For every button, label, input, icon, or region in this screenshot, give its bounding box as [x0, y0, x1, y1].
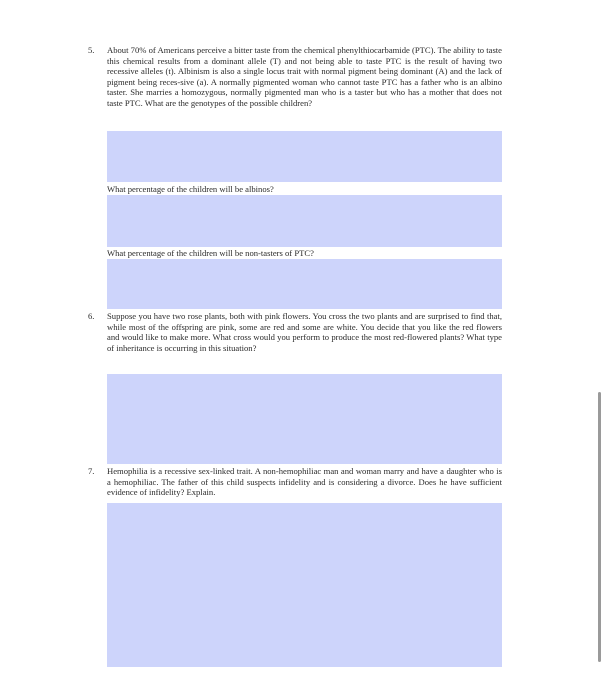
question-5-text: About 70% of Americans perceive a bitter taste from the chemical phenylthiocarbamide (PTC). The ability to taste this chemical results from a dominant allele (T) and not being able to taste PTC is the result of having two recessive alleles (t). Albinism is also a single locus trait with normal pigment being dominant (A) and the lack of pigment being reces-sive (a). A normally pigmented woman who cannot taste PTC has a father who is an albino taster. She marries a homozygous, normally pigmented man who is a taster but who has a mother that does not taste PTC. What are the genotypes of the possible children?	[107, 45, 502, 108]
question-6-text: Suppose you have two rose plants, both with pink flowers. You cross the two plants and are surprised to find that, while most of the offspring are pink, some are red and some are white. You decide that you like the red flowers and would like to make more. What cross would you perform to produce the most red-flowered plants? What type of inheritance is occurring in this situation?	[107, 311, 502, 353]
question-7-number: 7.	[88, 466, 95, 476]
question-7	[88, 466, 502, 498]
answer-box-5-non-tasters[interactable]	[107, 259, 502, 309]
question-5-number: 5.	[88, 45, 95, 55]
vertical-scrollbar[interactable]	[598, 392, 601, 662]
answer-box-7[interactable]	[107, 503, 502, 667]
question-5-sub-albinos: What percentage of the children will be albinos?	[107, 184, 274, 194]
question-7-text: Hemophilia is a recessive sex-linked trait. A non-hemophiliac man and woman marry and have a daughter who is a hemophiliac. The father of this child suspects infidelity and is considering a divorce. Does he have sufficient evidence of infidelity? Explain.	[107, 466, 502, 497]
answer-box-6[interactable]	[107, 374, 502, 464]
answer-box-5-albinos[interactable]	[107, 195, 502, 247]
question-6-number: 6.	[88, 311, 95, 321]
question-5-sub-non-tasters: What percentage of the children will be non-tasters of PTC?	[107, 248, 314, 258]
answer-box-5-genotypes[interactable]	[107, 131, 502, 182]
question-5	[88, 45, 502, 108]
question-6	[88, 311, 502, 353]
